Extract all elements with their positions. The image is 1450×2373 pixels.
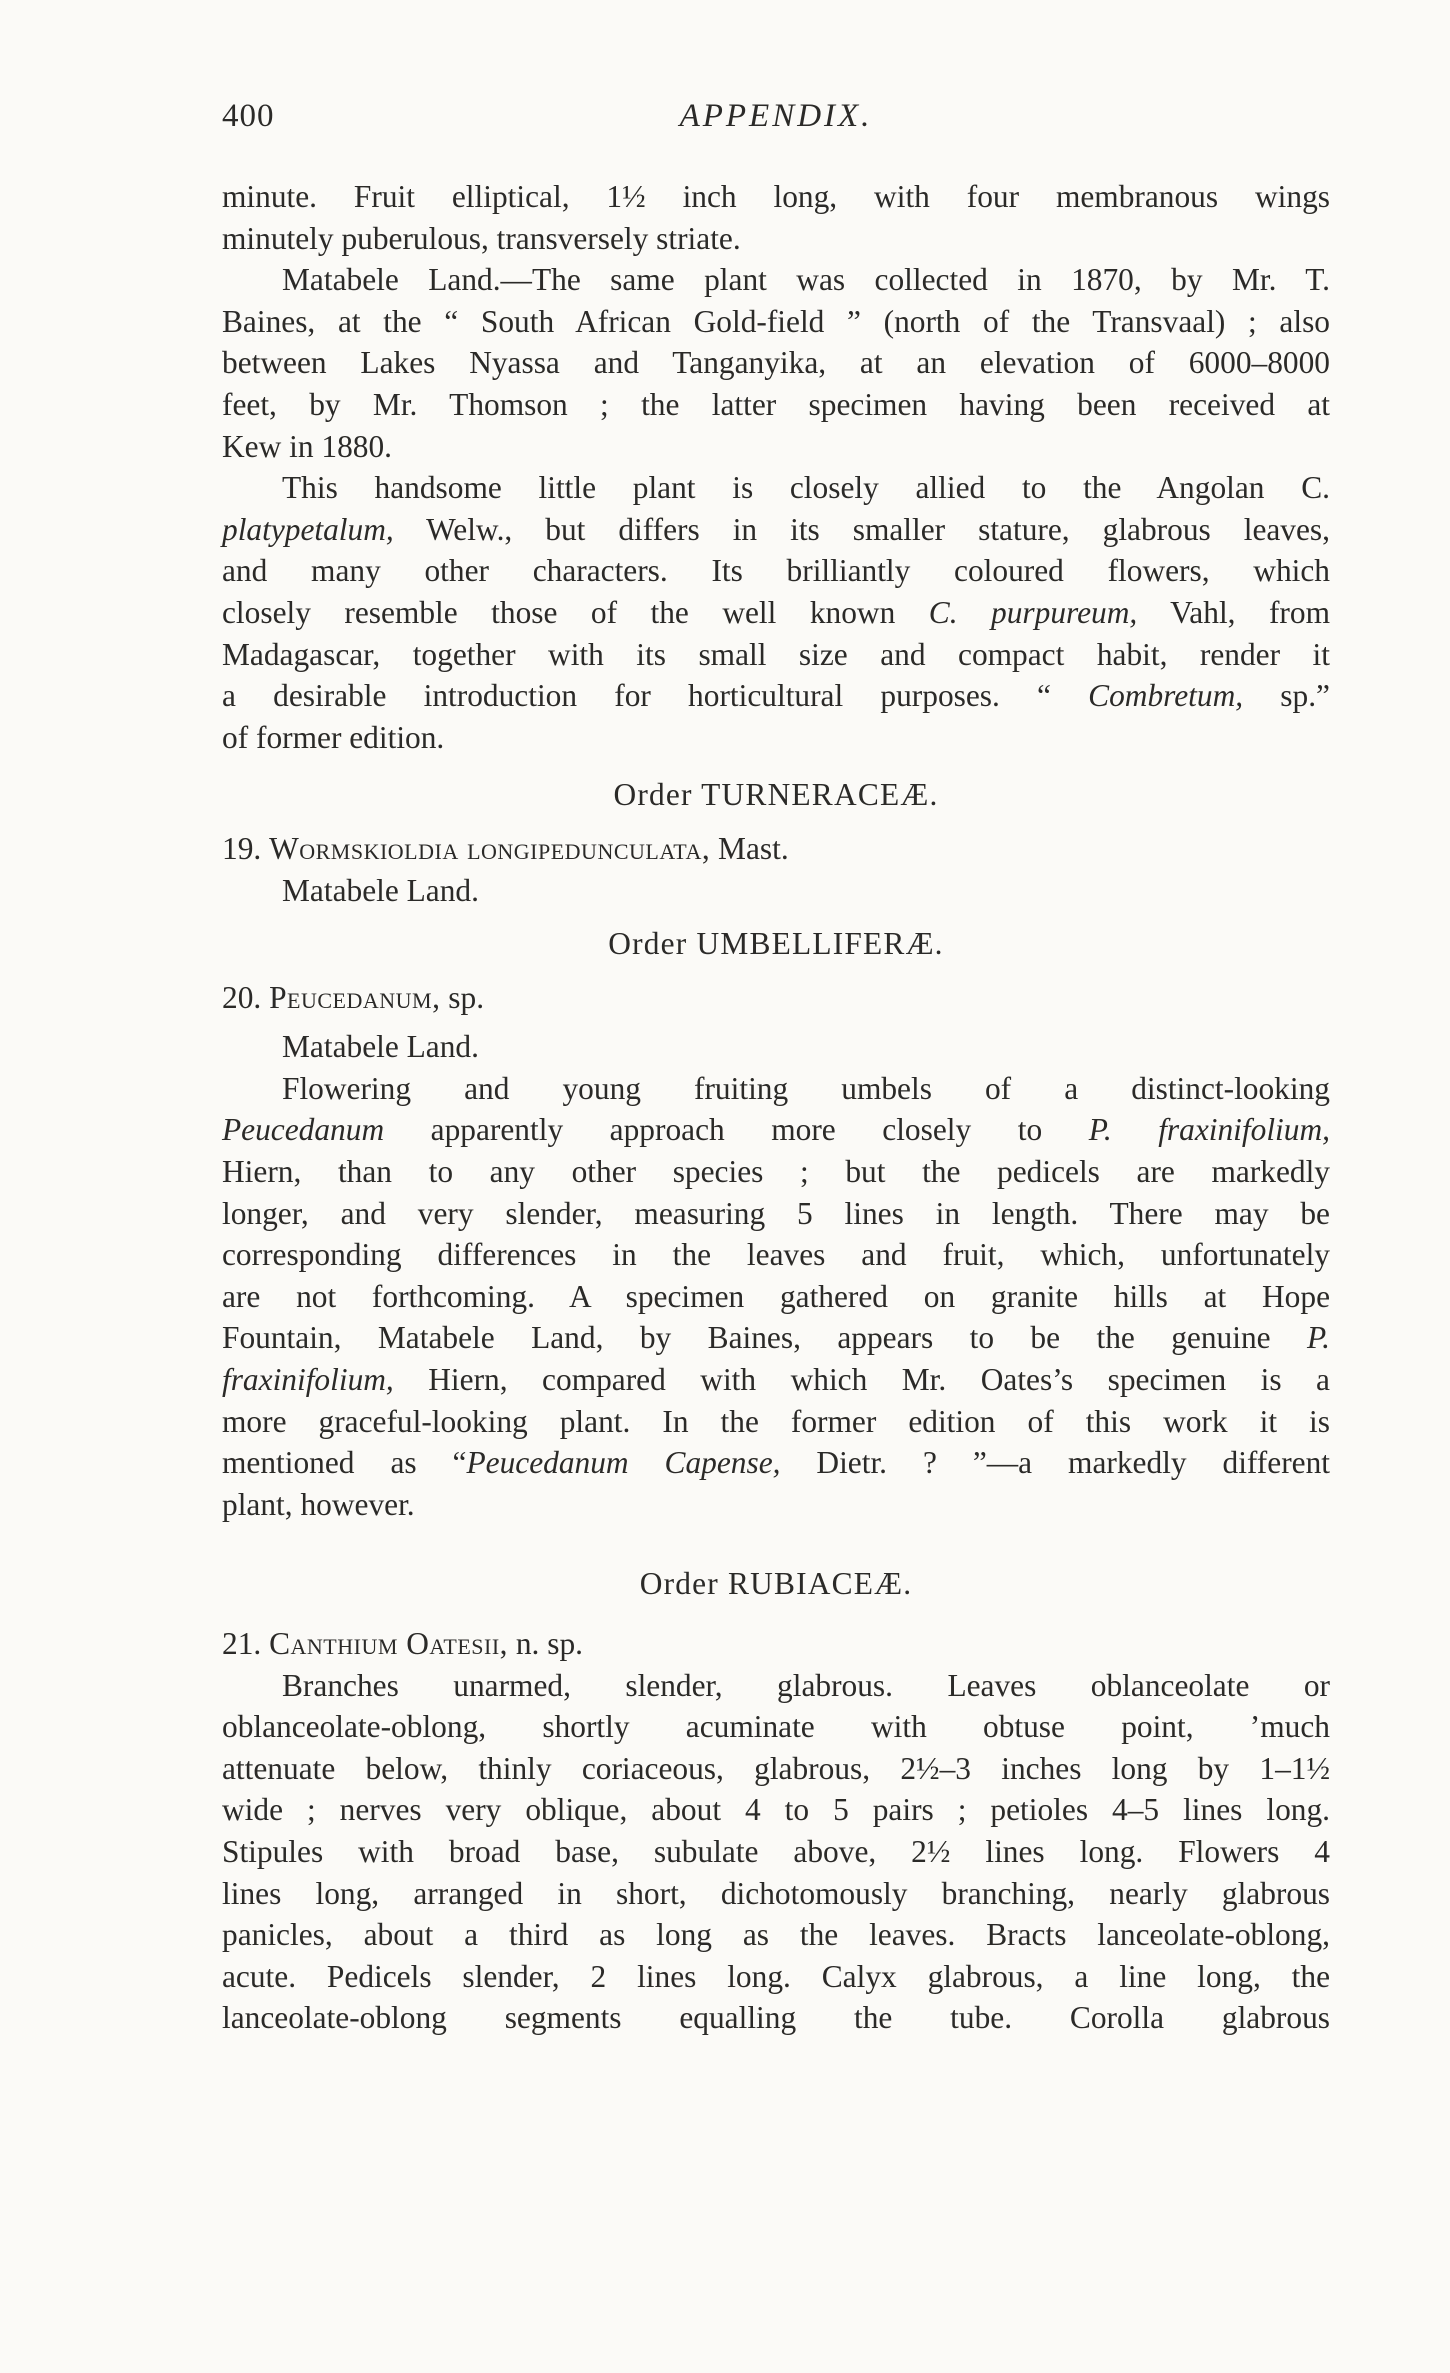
text-line: minutely puberulous, transversely striate. [222, 220, 741, 256]
text-line: Flowering and young fruiting umbels of a distinct-looking [282, 1070, 1330, 1106]
text-line: Matabele Land.—The same plant was collected in 1870, by Mr. T. [282, 262, 1330, 298]
text-line: Hiern, than to any other species ; but the pedicels are markedly [222, 1154, 1330, 1190]
text-line: longer, and very slender, measuring 5 lines in length. There may be [222, 1195, 1330, 1231]
italic-text: C. purpureum, [928, 594, 1138, 630]
text-line: are not forthcoming. A specimen gathered on granite hills at Hope [222, 1278, 1330, 1314]
text-line: Madagascar, together with its small size and compact habit, render it [222, 636, 1330, 672]
italic-text: fraxinifolium, [222, 1362, 394, 1398]
text-line: of former edition. [222, 719, 445, 755]
page-number: 400 [222, 98, 275, 134]
text-line [222, 592, 1330, 634]
text-run: apparently approach more closely to [384, 1112, 1089, 1148]
species-number: 19. [222, 830, 270, 866]
species-authority: n. sp. [508, 1626, 583, 1661]
text-line: minute. Fruit elliptical, 1½ inch long, with four membranous wings [222, 179, 1330, 214]
text-line [222, 1442, 1330, 1484]
text-line: panicles, about a third as long as the leaves. Bracts lanceolate-oblong, [222, 1917, 1330, 1953]
page-body [222, 176, 1330, 2039]
text-run: Dietr. ? ”—a markedly different [780, 1445, 1330, 1481]
species-name: Peucedanum, [269, 979, 441, 1015]
species-authority: Mast. [710, 830, 789, 866]
text-line: more graceful-looking plant. In the former edition of this work it is [222, 1403, 1330, 1439]
text-line [222, 675, 1330, 717]
running-title: APPENDIX. [679, 98, 873, 134]
text-line: Branches unarmed, slender, glabrous. Leaves oblanceolate or [282, 1667, 1330, 1703]
text-line: Baines, at the “ South African Gold-field ” (north of the Transvaal) ; also [222, 303, 1330, 339]
text-run: Vahl, from [1137, 594, 1330, 630]
text-run: Welw., but differs in its smaller stature, glabrous leaves, [393, 511, 1330, 547]
species-name: Wormskioldia longipedunculata, [269, 830, 711, 866]
text-line: wide ; nerves very oblique, about 4 to 5 pairs ; petioles 4–5 lines long. [222, 1792, 1330, 1828]
species-number: 21. [222, 1626, 270, 1661]
text-line: Kew in 1880. [222, 428, 393, 464]
species-heading [222, 828, 1330, 870]
text-run: Hiern, compared with which Mr. Oates’s specimen is a [393, 1362, 1330, 1398]
text-run: closely resemble those of the well known [222, 594, 929, 630]
italic-text: P. [1307, 1320, 1330, 1356]
text-run: sp.” [1243, 678, 1330, 714]
text-line [222, 1359, 1330, 1401]
species-heading [222, 977, 1330, 1019]
species-number: 20. [222, 979, 270, 1015]
italic-text: platypetalum, [222, 511, 394, 547]
text-line: oblanceolate-oblong, shortly acuminate with obtuse point, ’much [222, 1709, 1330, 1745]
text-line: acute. Pedicels slender, 2 lines long. Calyx glabrous, a line long, the [222, 1958, 1330, 1994]
text-run: a desirable introduction for horticultural purposes. “ [222, 678, 1089, 714]
text-line: lanceolate-oblong segments equalling the tube. Corolla glabrous [222, 2000, 1330, 2036]
species-heading [222, 1623, 1330, 1665]
text-line: between Lakes Nyassa and Tanganyika, at an elevation of 6000–8000 [222, 345, 1330, 381]
text-line: corresponding differences in the leaves and fruit, which, unfortunately [222, 1237, 1330, 1273]
italic-text: Combretum, [1088, 678, 1244, 714]
order-heading: Order TURNERACEÆ. [613, 777, 939, 813]
locality-line: Matabele Land. [282, 1029, 479, 1065]
species-name: Canthium Oatesii, [269, 1626, 508, 1661]
page-header [222, 98, 1330, 146]
italic-text: P. fraxinifolium, [1088, 1112, 1330, 1148]
text-run: Fountain, Matabele Land, by Baines, appears to be the genuine [222, 1320, 1308, 1356]
text-line [222, 509, 1330, 551]
text-run: mentioned as “ [222, 1445, 467, 1481]
text-line: Stipules with broad base, subulate above, 2½ lines long. Flowers 4 [222, 1833, 1330, 1869]
italic-text: Peucedanum Capense, [466, 1445, 781, 1481]
text-line: and many other characters. Its brilliantly coloured flowers, which [222, 553, 1330, 589]
italic-text: Peucedanum [222, 1112, 385, 1148]
species-authority: sp. [440, 979, 485, 1015]
text-line: feet, by Mr. Thomson ; the latter specimen having been received at [222, 386, 1330, 422]
order-heading: Order RUBIACEÆ. [639, 1566, 913, 1602]
order-heading: Order UMBELLIFERÆ. [608, 926, 944, 962]
text-line: This handsome little plant is closely allied to the Angolan C. [282, 470, 1330, 506]
text-line: plant, however. [222, 1486, 415, 1522]
locality-line: Matabele Land. [282, 872, 479, 908]
text-line: attenuate below, thinly coriaceous, glabrous, 2½–3 inches long by 1–1½ [222, 1750, 1330, 1786]
text-line [222, 1109, 1330, 1151]
text-line: lines long, arranged in short, dichotomously branching, nearly glabrous [222, 1875, 1330, 1911]
text-line [222, 1317, 1330, 1359]
